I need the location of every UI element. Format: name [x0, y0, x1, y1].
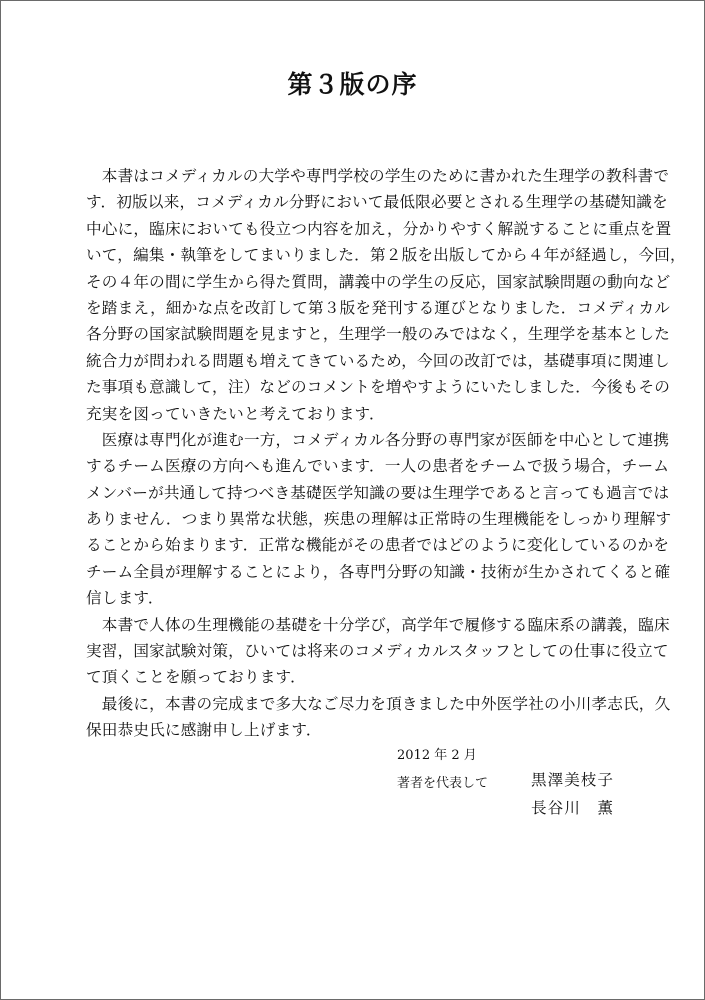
text-line: 信します．	[86, 589, 164, 608]
text-line: て頂くことを願っております．	[86, 668, 306, 687]
text-line: メンバーが共通して持つべき基礎医学知識の要は生理学であると言っても過言では	[86, 483, 670, 502]
text-line: するチーム医療の方向へも進んでいます．一人の患者をチームで扱う場合，チーム	[86, 457, 670, 476]
text-line: ありません．つまり異常な状態，疾患の理解は正常時の生理機能をしっかり理解す	[86, 510, 672, 529]
text-line: チーム全員が理解することにより，各専門分野の知識・技術が生かされてくると確	[86, 562, 671, 581]
text-line: 各分野の国家試験問題を見ますと，生理学一般のみではなく，生理学を基本とした	[86, 325, 671, 344]
text-line: す．初版以来，コメディカル分野において最低限必要とされる生理学の基礎知識を	[86, 193, 668, 212]
text-line: た事項も意識して，注）などのコメントを増やすようにいたしました．今後もその	[86, 378, 671, 397]
text-line: ることから始まります．正常な機能がその患者ではどのように変化しているのかを	[86, 536, 670, 555]
text-line: 実習，国家試験対策，ひいては将来のコメディカルスタッフとしての仕事に役立て	[86, 642, 669, 661]
text-line: を踏まえ，細かな点を改訂して第３版を発刊する運びとなりました．コメディカル	[86, 298, 671, 317]
text-line: 本書で人体の生理機能の基礎を十分学び，高学年で履修する臨床系の講義，臨床	[86, 615, 670, 634]
author-name: 黒澤美枝子	[531, 771, 614, 789]
text-line: 充実を図っていきたいと考えております．	[86, 404, 385, 423]
text-line: 医療は専門化が進む一方，コメディカル各分野の専門家が医師を中心として連携	[86, 430, 670, 449]
text-line: 統合力が問われる問題も増えてきているため，今回の改訂では，基礎事項に関連し	[86, 351, 670, 370]
date: 2012 年 2 月	[397, 748, 477, 763]
text-line: 最後に，本書の完成まで多大なご尽力を頂きました中外医学社の小川孝志氏，久	[86, 694, 671, 713]
text-line: その４年の間に学生から得た質問，講義中の学生の反応，国家試験問題の動向など	[86, 272, 671, 291]
text-line: 本書はコメディカルの大学や専門学校の学生のために書かれた生理学の教科書で	[86, 167, 670, 185]
text-line: いて，編集・執筆をしてまいりました．第２版を出版してから４年が経過し，今回，	[86, 246, 686, 265]
text-line: 保田恭史氏に感謝申し上げます．	[86, 721, 322, 740]
representing-label: 著者を代表して	[397, 776, 489, 791]
text-line: 中心に，臨床においても役立つ内容を加え，分かりやすく解説することに重点を置	[86, 219, 672, 238]
page-title: 第３版の序	[287, 70, 418, 99]
author-name: 長谷川 薫	[531, 799, 614, 817]
preface-body	[86, 163, 686, 744]
